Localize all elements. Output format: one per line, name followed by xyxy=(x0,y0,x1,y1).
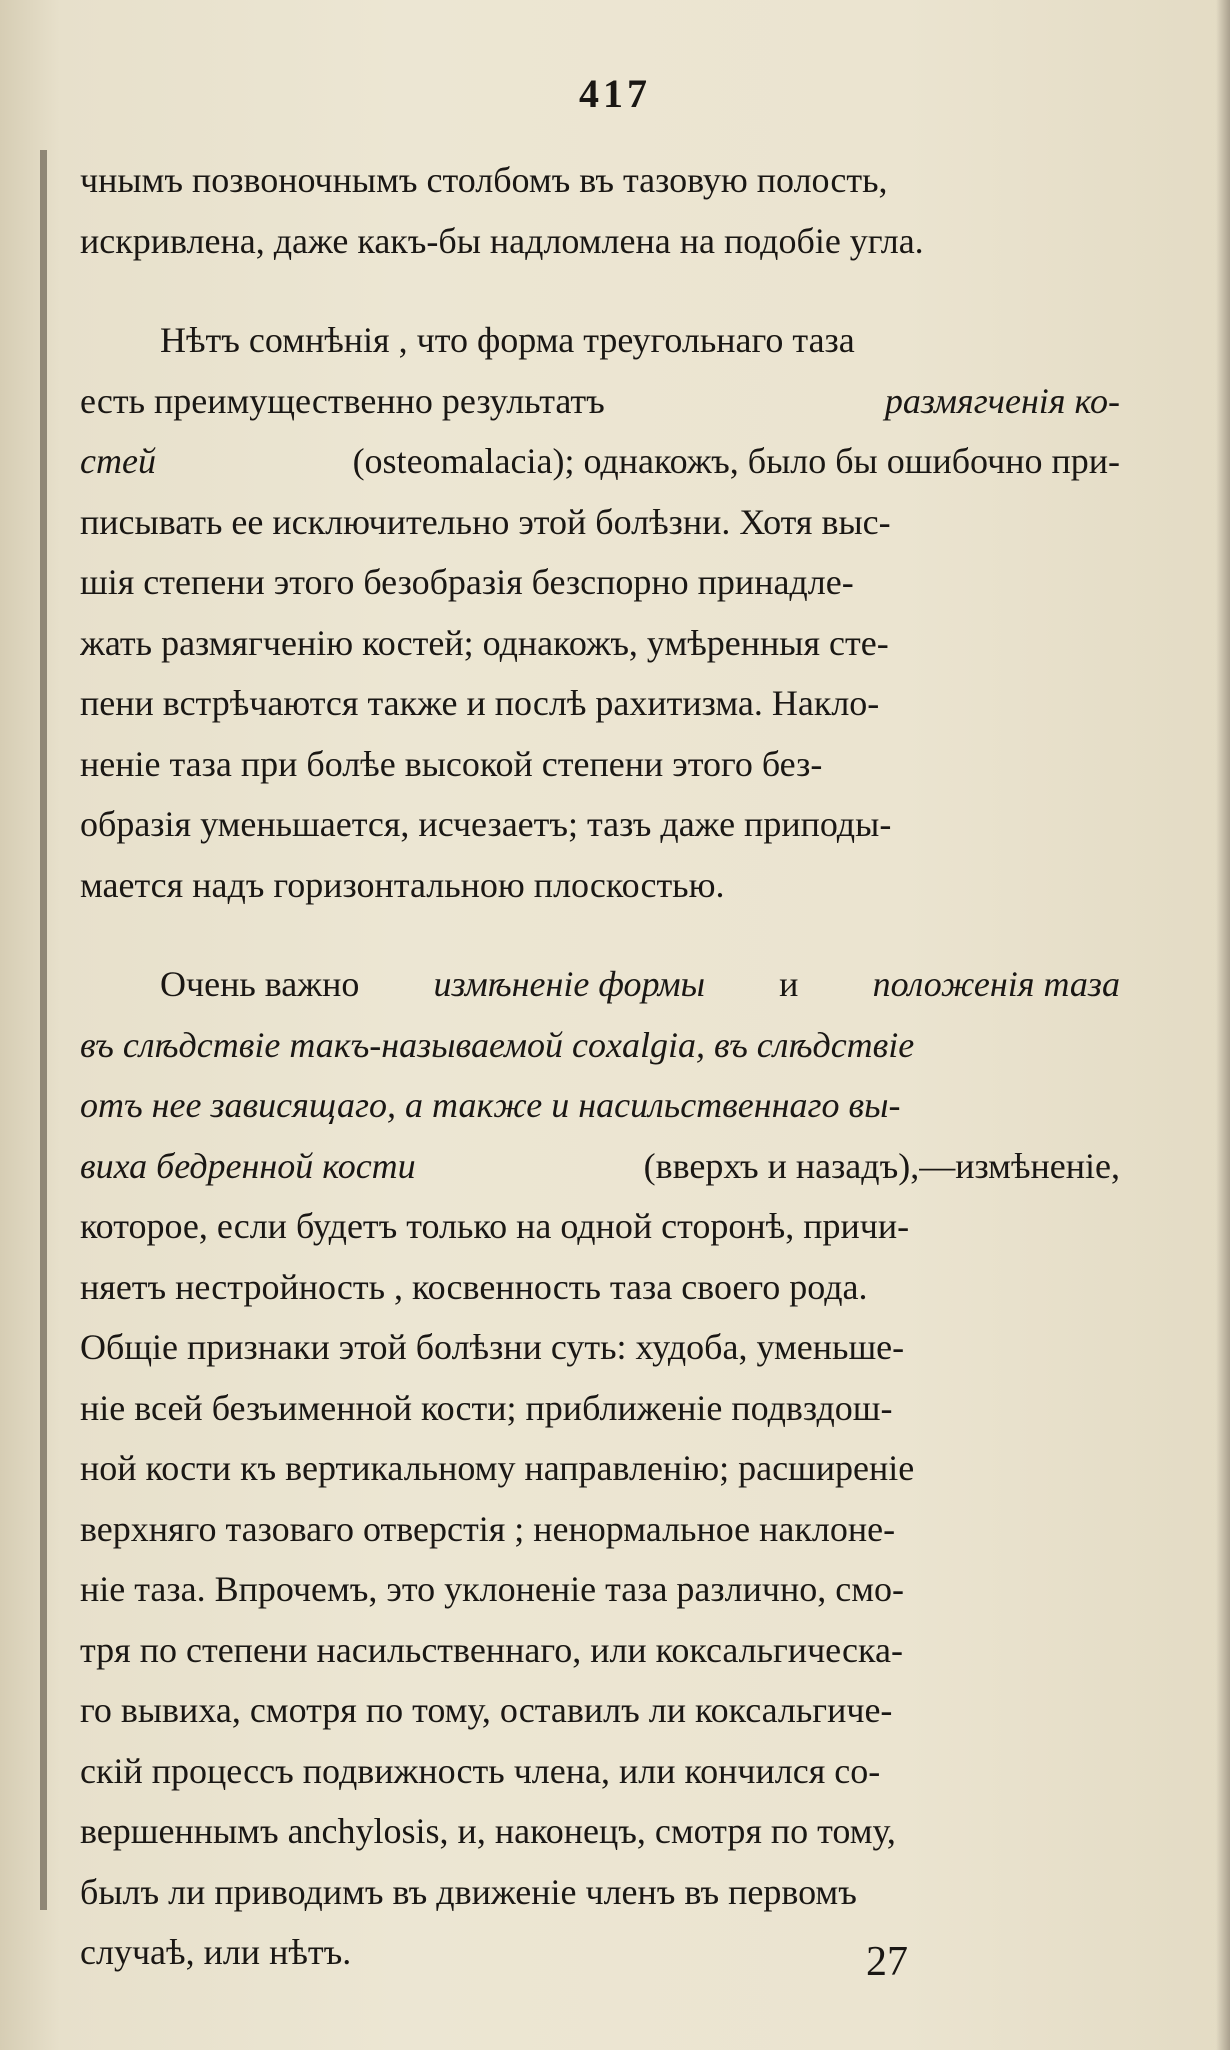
paragraph-gap xyxy=(80,915,1120,954)
text: ной кости къ вертикальному направленію; расширеніе xyxy=(80,1448,915,1488)
text-line xyxy=(80,1741,1120,1802)
text-line xyxy=(80,1499,1120,1560)
text: чнымъ позвоночнымъ столбомъ въ тазовую полость, xyxy=(80,160,888,200)
text: случаѣ, или нѣтъ. xyxy=(80,1932,352,1972)
text: скій процессъ подвижность члена, или кончился со- xyxy=(80,1750,881,1791)
text: (вверхъ и назадъ),—измѣненіе, xyxy=(643,1145,1120,1186)
text: няетъ нестройность , косвенность таза своего рода. xyxy=(80,1266,868,1307)
italic-text: размягченія ко- xyxy=(884,380,1120,421)
text-line xyxy=(80,371,1120,432)
body-text xyxy=(80,150,1120,1983)
text: (osteomalacia); однакожъ, было бы ошибочно при- xyxy=(352,441,1120,481)
text-line xyxy=(80,1378,1120,1439)
text: верхняго тазоваго отверстія ; ненормальное наклоне- xyxy=(80,1508,896,1549)
text: образія уменьшается, исчезаетъ; тазъ даже приподы- xyxy=(80,804,892,844)
paragraph xyxy=(80,150,1120,271)
text-line xyxy=(80,1136,1120,1197)
text: есть преимущественно результатъ xyxy=(80,380,605,421)
italic-text: стей xyxy=(80,441,156,481)
text-line xyxy=(80,1620,1120,1681)
text-line xyxy=(80,613,1120,674)
text-line xyxy=(80,150,1120,211)
text: которое, если будетъ только на одной сторонѣ, причи- xyxy=(80,1206,910,1246)
italic-text: измѣненіе формы xyxy=(433,964,706,1004)
italic-text: въ слѣдствіе такъ-называемой coxalgia, въ слѣдствіе xyxy=(80,1024,915,1065)
text: го вывиха, смотря по тому, оставилъ ли коксальгиче- xyxy=(80,1690,893,1730)
text-line xyxy=(80,734,1120,795)
text: былъ ли приводимъ въ движеніе членъ въ первомъ xyxy=(80,1871,857,1912)
text-line xyxy=(80,794,1120,855)
text: шія степени этого безобразія безспорно принадле- xyxy=(80,562,854,602)
text: Нѣтъ сомнѣнія , что форма треугольнаго таза xyxy=(160,320,855,360)
text-line xyxy=(80,1438,1120,1499)
text-line xyxy=(80,211,1120,272)
text-line xyxy=(80,954,1120,1015)
text: жать размягченію костей; однакожъ, умѣренныя сте- xyxy=(80,622,889,663)
text-line xyxy=(80,1317,1120,1378)
paragraph xyxy=(80,954,1120,1983)
text-line xyxy=(80,855,1120,916)
text: пени встрѣчаются также и послѣ рахитизма. Накло- xyxy=(80,683,880,723)
italic-text: положенія таза xyxy=(872,964,1120,1004)
text-line xyxy=(80,1015,1120,1076)
text: и xyxy=(779,964,799,1004)
text: тря по степени насильственнаго, или коксальгическа- xyxy=(80,1629,903,1670)
signature-mark: 27 xyxy=(866,1939,908,1985)
text-line xyxy=(80,1801,1120,1862)
text-line xyxy=(80,1196,1120,1257)
text: ніе всей безъименной кости; приближеніе подвздош- xyxy=(80,1387,893,1428)
text-line xyxy=(80,1559,1120,1620)
text-line xyxy=(80,310,1120,371)
page-number: 417 xyxy=(579,71,651,116)
text-line xyxy=(80,1862,1120,1923)
text-line xyxy=(80,492,1120,553)
text: мается надъ горизонтальною плоскостью. xyxy=(80,864,725,905)
page-binding-edge xyxy=(40,150,47,1910)
page-edge-shadow xyxy=(1216,0,1230,2050)
text: писывать ее исключительно этой болѣзни. Хотя выс- xyxy=(80,501,891,542)
text-line xyxy=(80,1075,1120,1136)
paragraph-gap xyxy=(80,271,1120,310)
text-line xyxy=(80,431,1120,492)
text: неніе таза при болѣе высокой степени этого без- xyxy=(80,743,823,784)
text-line xyxy=(80,673,1120,734)
text-line xyxy=(80,552,1120,613)
text: искривлена, даже какъ-бы надломлена на подобіе угла. xyxy=(80,220,924,261)
text: ніе таза. Впрочемъ, это уклоненіе таза различно, смо- xyxy=(80,1569,904,1609)
text-line xyxy=(80,1922,1120,1983)
text: вершеннымъ anchylosis, и, наконецъ, смотря по тому, xyxy=(80,1811,896,1851)
text-line xyxy=(80,1257,1120,1318)
italic-text: отъ нее зависящаго, а также и насильственнаго вы- xyxy=(80,1085,901,1125)
italic-text: виха бедренной кости xyxy=(80,1145,416,1186)
text: Общіе признаки этой болѣзни суть: худоба, уменьше- xyxy=(80,1327,905,1367)
text-line xyxy=(80,1680,1120,1741)
paragraph xyxy=(80,310,1120,915)
text: Очень важно xyxy=(160,964,360,1004)
